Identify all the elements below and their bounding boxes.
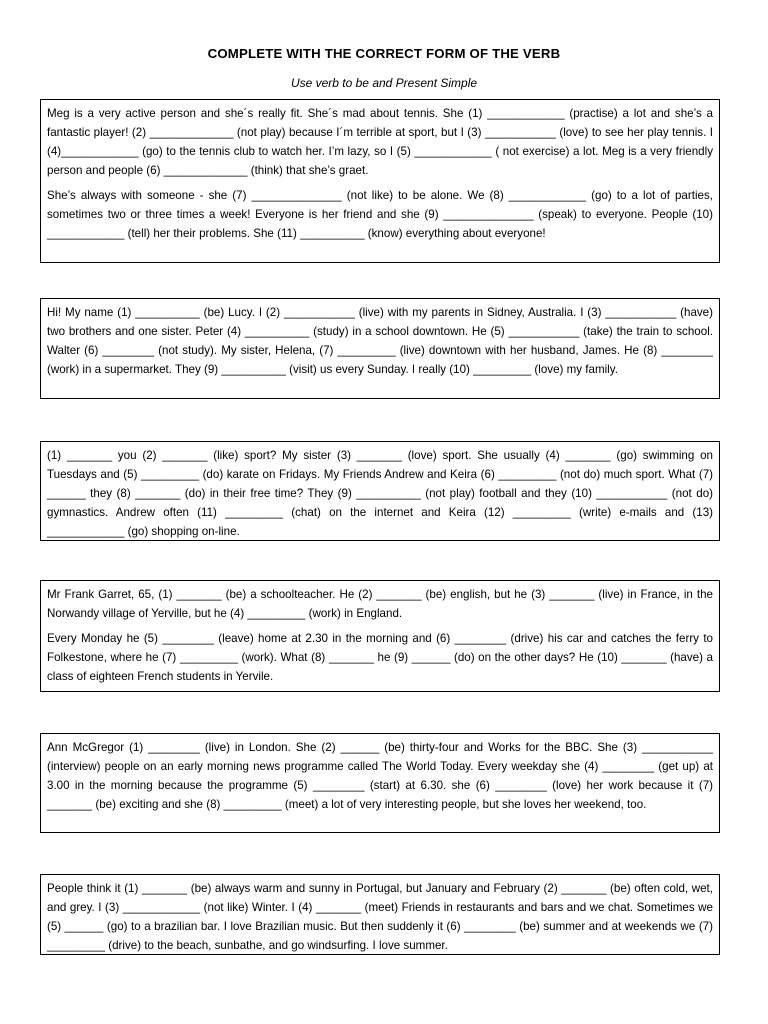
exercise-paragraph: People think it (1) _______ (be) always warm and sunny in Portugal, but January and February (2) _______ (be) often cold, wet, and grey. I (3) ____________ (not like) Winter. I (4) _______ (meet) Friends in restaurants and bars and we chat. Sometimes we (5) ______ (go) to a brazilian bar. I love Brazilian music. But then suddenly it (6) ________ (be) summer and at weekends we (7) _________ (drive) to the beach, sunbathe, and go windsurfing. I love summer. xyxy=(47,882,713,952)
exercise-paragraph: Mr Frank Garret, 65, (1) _______ (be) a schoolteacher. He (2) _______ (be) english, but he (3) _______ (live) in France, in the Norwandy village of Yerville, but he (4) _________ (work) in England. xyxy=(47,588,713,620)
exercise-box-lucy xyxy=(40,298,720,399)
exercise-paragraph: She’s always with someone - she (7) ______________ (not like) to be alone. We (8) ____________ (go) to a lot of parties, sometimes two or three times a week! Everyone is her friend and she (9) ______________ (speak) to everyone. People (10) ____________ (tell) her their problems. She (11) __________ (know) everything about everyone! xyxy=(47,189,713,240)
exercise-box-meg xyxy=(40,99,720,263)
worksheet-instructions: Use verb to be and Present Simple xyxy=(290,76,478,90)
exercise-paragraph: Every Monday he (5) ________ (leave) home at 2.30 in the morning and (6) ________ (drive) his car and catches the ferry to Folkestone, where he (7) _________ (work). What (8) _______ he (9) ______ (do) on the other days? He (10) _______ (have) a class of eighteen French students in Yervile. xyxy=(47,632,713,683)
exercise-paragraph: Meg is a very active person and she´s really fit. She´s mad about tennis. She (1) ____________ (practise) a lot and she’s a fantastic player! (2) _____________ (not play) because I´m terrible at sport, but I (3) ___________ (love) to see her play tennis. I (4)____________ (go) to the tennis club to watch her. I’m lazy, so I (5) ____________ ( not exercise) a lot. Meg is a very friendly person and people (6) _____________ (think) that she’s graet. xyxy=(47,107,713,177)
exercise-box-portugal xyxy=(40,874,720,955)
exercise-box-frank-garret xyxy=(40,580,720,692)
exercise-paragraph: Hi! My name (1) __________ (be) Lucy. I (2) ___________ (live) with my parents in Sidney, Australia. I (3) ___________ (have) two brothers and one sister. Peter (4) __________ (study) in a school downtown. He (5) ___________ (take) the train to school. Walter (6) ________ (not study). My sister, Helena, (7) _________ (live) downtown with her husband, James. He (8) ________ (work) in a supermarket. They (9) __________ (visit) us every Sunday. I really (10) _________ (love) my family. xyxy=(47,306,713,376)
worksheet-title: COMPLETE WITH THE CORRECT FORM OF THE VERB xyxy=(207,46,561,61)
exercise-box-ann-mcgregor xyxy=(40,733,720,833)
exercise-paragraph: Ann McGregor (1) ________ (live) in London. She (2) ______ (be) thirty-four and Works for the BBC. She (3) ___________ (interview) people on an early morning news programme called The World Today. Every weekday she (4) ________ (get up) at 3.00 in the morning because the programme (5) ________ (start) at 6.30. she (6) ________ (love) her work because it (7) _______ (be) exciting and she (8) _________ (meet) a lot of very interesting people, but she loves her weekend, too. xyxy=(47,741,713,811)
exercise-paragraph: (1) _______ you (2) _______ (like) sport? My sister (3) _______ (love) sport. She usually (4) _______ (go) swimming on Tuesdays and (5) _________ (do) karate on Fridays. My Friends Andrew and Keira (6) _________ (not do) much sport. What (7) ______ they (8) _______ (do) in their free time? They (9) __________ (not play) football and they (10) ___________ (not do) gymnastics. Andrew often (11) _________ (chat) on the internet and Keira (12) _________ (write) e-mails and (13) ____________ (go) shopping on-line. xyxy=(47,449,713,538)
exercise-box-sport xyxy=(40,441,720,541)
